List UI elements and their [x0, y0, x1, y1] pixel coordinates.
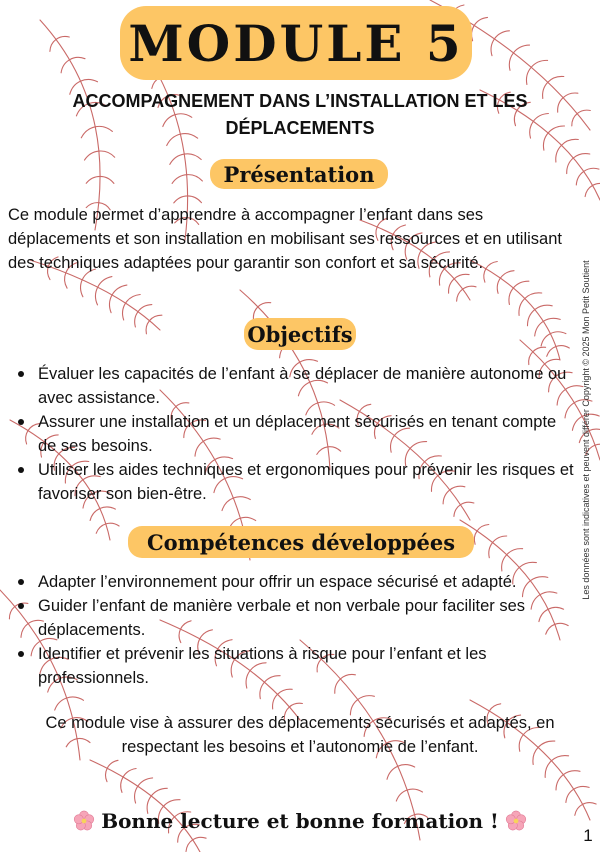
- bullet-icon: [18, 419, 24, 425]
- list-item: [12, 362, 578, 410]
- list-item: [12, 458, 578, 506]
- page-number: 1: [583, 826, 593, 845]
- bullet-icon: [18, 651, 24, 657]
- section-heading-competences: [128, 526, 474, 558]
- section-heading-objectifs-label: Objectifs: [247, 321, 353, 347]
- list-item-text: Identifier et prévenir les situations à risque pour l’enfant et les professionnels.: [38, 645, 487, 687]
- bullet-icon: [18, 603, 24, 609]
- list-item-text: Assurer une installation et un déplacement sécurisés en tenant compte de ses besoins.: [38, 413, 557, 455]
- cherry-blossom-icon: [73, 810, 95, 832]
- footer-message: [60, 804, 540, 838]
- list-item: [12, 570, 578, 594]
- closing-paragraph: Ce module vise à assurer des déplacements sécurisés et adaptés, en respectant les besoins et l’autonomie de l’enfant.: [45, 714, 555, 756]
- presentation-paragraph: Ce module permet d’apprendre à accompagner l’enfant dans ses déplacements et son installation en mobilisant ses ressources et en utilisant des techniques adaptées pour garantir son confort et sa sécurité.: [8, 206, 562, 272]
- list-item-text: Adapter l’environnement pour offrir un espace sécurisé et adapté.: [38, 573, 517, 591]
- module-subtitle: ACCOMPAGNEMENT DANS L’INSTALLATION ET LES DÉPLACEMENTS: [72, 91, 528, 138]
- list-item-text: Évaluer les capacités de l’enfant à se déplacer de manière autonome ou avec assistance.: [38, 365, 567, 407]
- module-title: MODULE 5: [128, 13, 464, 73]
- list-item: [12, 594, 578, 642]
- list-item: [12, 642, 578, 690]
- bullet-icon: [18, 467, 24, 473]
- competences-list: [12, 570, 578, 690]
- section-heading-presentation: [210, 159, 388, 189]
- footer-message-text: Bonne lecture et bonne formation !: [101, 809, 499, 833]
- list-item-text: Utiliser les aides techniques et ergonomiques pour prévenir les risques et favoriser son bien-être.: [38, 461, 574, 503]
- bullet-icon: [18, 579, 24, 585]
- section-heading-presentation-label: Présentation: [223, 161, 375, 187]
- section-heading-competences-label: Compétences développées: [146, 529, 456, 555]
- copyright-text: Les données sont indicatives et peuvent différer Copyright © 2025 Mon Petit Soutient: [581, 260, 591, 600]
- list-item-text: Guider l’enfant de manière verbale et non verbale pour faciliter ses déplacements.: [38, 597, 526, 639]
- list-item: [12, 410, 578, 458]
- objectifs-list: [12, 362, 578, 506]
- module-title-banner: [120, 6, 472, 80]
- bullet-icon: [18, 371, 24, 377]
- cherry-blossom-icon: [505, 810, 527, 832]
- section-heading-objectifs: [244, 318, 356, 350]
